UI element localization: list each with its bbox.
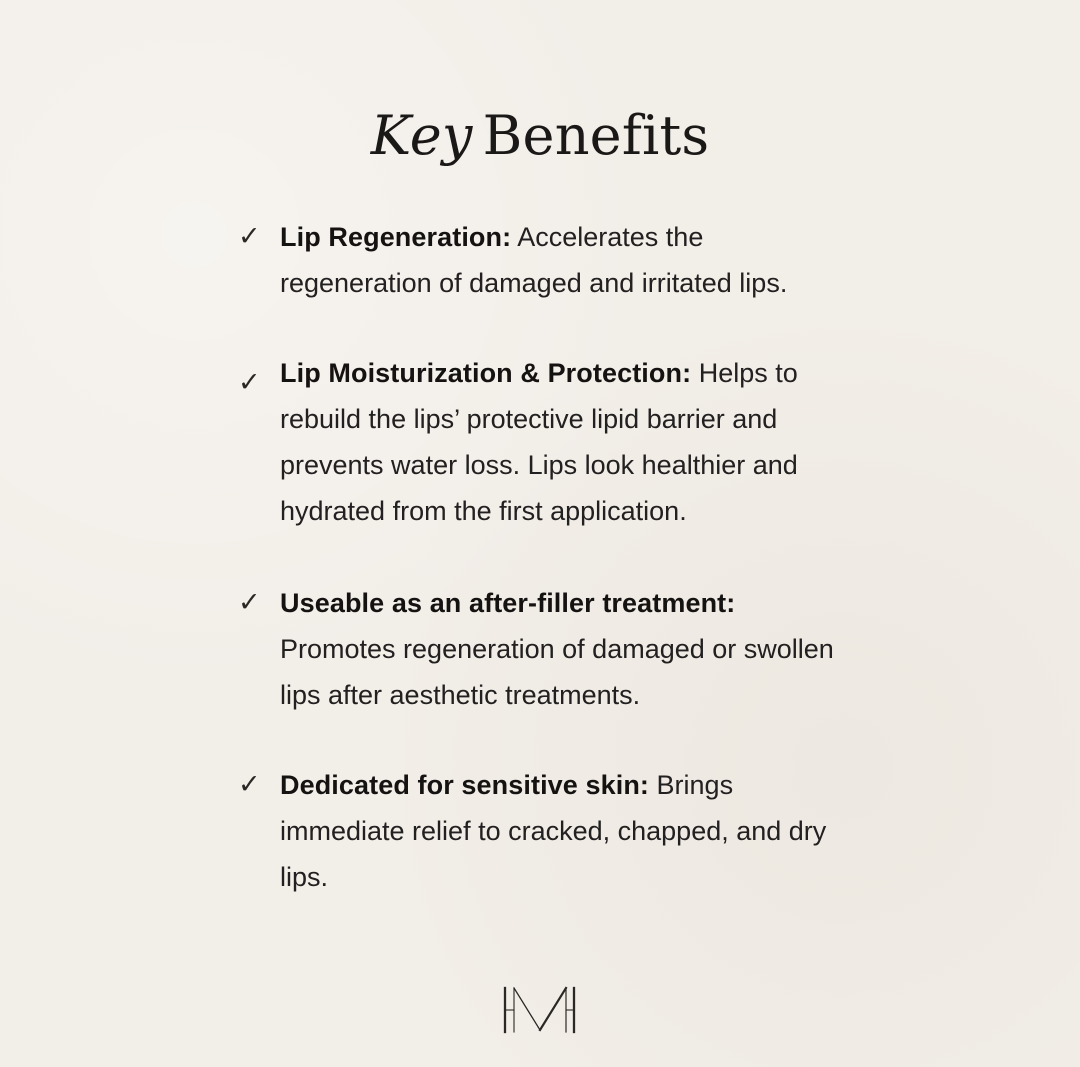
benefit-text: Accelerates the regeneration of damaged and irritated lips.: [280, 222, 788, 298]
benefit-heading: Lip Regeneration:: [280, 222, 512, 252]
page-title: [0, 104, 1080, 167]
benefit-text: Brings immediate relief to cracked, chapped, and dry lips.: [280, 770, 827, 892]
benefits-list: [238, 214, 858, 944]
benefit-item-lip-moisturization-protection: [238, 350, 858, 534]
benefit-text: Helps to rebuild the lips’ protective lipid barrier and prevents water loss. Lips look healthier and hydrated from the first application.: [280, 358, 798, 526]
benefit-text: Promotes regeneration of damaged or swollen lips after aesthetic treatments.: [280, 634, 834, 710]
benefit-heading: Useable as an after-filler treatment:: [280, 588, 736, 618]
title-italic: Key: [370, 104, 473, 167]
benefit-item-after-filler-treatment: [238, 580, 858, 718]
benefit-heading: Lip Moisturization & Protection:: [280, 358, 692, 388]
check-icon: ✓: [238, 769, 261, 800]
benefit-item-lip-regeneration: [238, 214, 858, 306]
brand-monogram-icon: [497, 980, 583, 1040]
benefit-item-sensitive-skin: [238, 762, 858, 900]
check-icon: ✓: [238, 367, 261, 398]
check-icon: ✓: [238, 221, 261, 252]
check-icon: ✓: [238, 587, 261, 618]
benefit-heading: Dedicated for sensitive skin:: [280, 770, 650, 800]
title-regular: Benefits: [482, 104, 710, 167]
